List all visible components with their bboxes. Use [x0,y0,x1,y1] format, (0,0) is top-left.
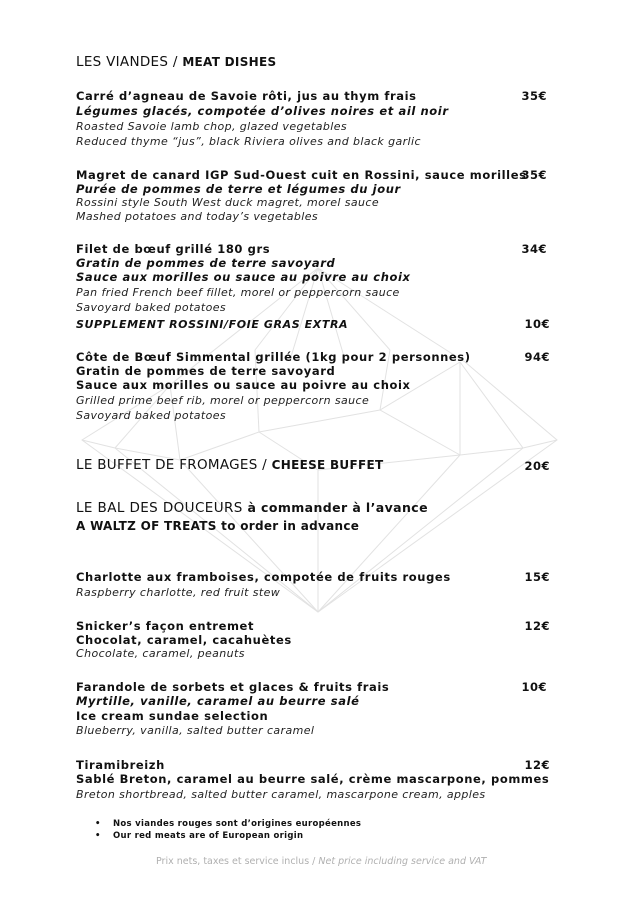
section-title-cheese [76,457,383,473]
menu-item-desc-fr: Myrtille, vanille, caramel au beurre salé [76,694,360,708]
menu-item-desc-en: Savoyard baked potatoes [76,409,227,422]
menu-item-desc-fr: Légumes glacés, compotée d’olives noires et ail noir [76,104,449,118]
note-item [95,819,361,829]
menu-item-desc-fr: Gratin de pommes de terre savoyard [76,256,336,270]
cheese-price: 20€ [524,459,550,473]
menu-item-desc-fr: Purée de pommes de terre et légumes du jour [76,182,401,196]
menu-item-desc-fr: Chocolat, caramel, cacahuètes [76,633,292,647]
menu-item-desc-en: Roasted Savoie lamb chop, glazed vegetables [76,120,348,133]
menu-item-name-en: Ice cream sundae selection [76,709,269,723]
section-title-en: MEAT DISHES [182,55,277,69]
menu-item-desc-en: Blueberry, vanilla, salted butter caramel [76,724,315,737]
menu-item-name: Charlotte aux framboises, compotée de fruits rouges [76,570,451,584]
section-title-fr-caps: LE BAL DES DOUCEURS [76,500,243,516]
note-item [95,831,303,841]
section-title-en: CHEESE BUFFET [271,458,384,472]
menu-item-name: Filet de bœuf grillé 180 grs [76,242,271,256]
menu-item-desc-en: Raspberry charlotte, red fruit stew [76,586,281,599]
menu-item-name: Snicker’s façon entremet [76,619,255,633]
menu-item-price: 12€ [524,619,550,633]
section-title-separator: / [172,54,178,70]
menu-item-desc-en: Rossini style South West duck magret, morel sauce [76,196,379,209]
menu-item-desc-en: Savoyard baked potatoes [76,301,227,314]
menu-item-desc-fr: Sablé Breton, caramel au beurre salé, crème mascarpone, pommes [76,772,550,786]
footer-en: Net price including service and VAT [318,856,487,867]
section-title-separator: / [262,457,268,473]
menu-item-price: 12€ [524,758,550,772]
bullet-icon: • [95,831,101,841]
menu-item-desc-en: Grilled prime beef rib, morel or peppercorn sauce [76,394,370,407]
menu-item-name: Carré d’agneau de Savoie rôti, jus au thym frais [76,89,417,103]
bullet-icon: • [95,819,101,829]
footer-price-note [156,856,486,867]
menu-item-desc-en: Breton shortbread, salted butter caramel, mascarpone cream, apples [76,788,486,801]
section-title-en-caps: A WALTZ OF TREATS [76,519,217,533]
menu-item-price: 35€ [521,168,547,182]
menu-item-price: 34€ [521,242,547,256]
supplement-price: 10€ [524,317,550,331]
menu-item-desc-en: Pan fried French beef fillet, morel or peppercorn sauce [76,286,400,299]
menu-item-desc-fr: Gratin de pommes de terre savoyard [76,364,336,378]
menu-item-name: Tiramibreizh [76,758,165,772]
note-text: Nos viandes rouges sont d’origines européennes [113,819,362,829]
menu-item-name: Côte de Bœuf Simmental grillée (1kg pour 2 personnes) [76,350,471,364]
menu-item-price: 35€ [521,89,547,103]
menu-item-price: 10€ [521,680,547,694]
section-title-fr: LES VIANDES [76,54,169,70]
menu-item-name: Farandole de sorbets et glaces & fruits frais [76,680,390,694]
menu-item-desc-fr: Sauce aux morilles ou sauce au poivre au choix [76,378,411,392]
menu-item-name: Magret de canard IGP Sud-Ouest cuit en Rossini, sauce morilles [76,168,527,182]
menu-item-desc-en: Mashed potatoes and today’s vegetables [76,210,318,223]
section-title-desserts-en [76,519,359,533]
note-text: Our red meats are of European origin [113,831,304,841]
menu-item-price: 15€ [524,570,550,584]
menu-item-price: 94€ [524,350,550,364]
section-title-fr: LE BUFFET DE FROMAGES [76,457,258,473]
menu-item-desc-en: Reduced thyme “jus”, black Riviera olives and black garlic [76,135,421,148]
section-title-fr-rest: à commander à l’avance [247,500,428,515]
footer-fr: Prix nets, taxes et service inclus / [156,856,316,867]
section-title-meat [76,54,276,70]
section-title-en-rest: to order in advance [221,519,360,533]
menu-item-desc-en: Chocolate, caramel, peanuts [76,647,245,660]
supplement-label: SUPPLEMENT ROSSINI/FOIE GRAS EXTRA [76,318,349,331]
menu-item-desc-fr: Sauce aux morilles ou sauce au poivre au choix [76,270,411,284]
section-title-desserts-fr [76,500,428,516]
